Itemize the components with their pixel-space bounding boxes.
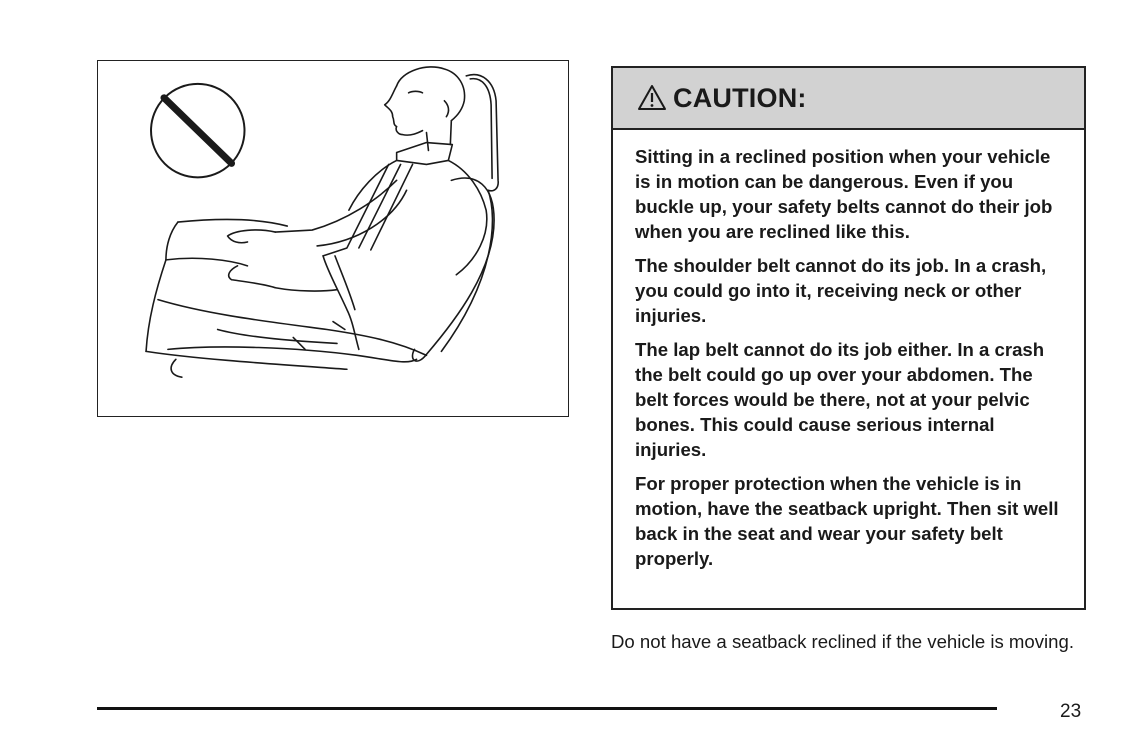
caution-header <box>613 68 1084 130</box>
caution-paragraph: The shoulder belt cannot do its job. In a crash, you could go into it, receiving neck or other injuries. <box>635 255 1047 326</box>
prohibition-icon <box>151 84 244 177</box>
body-note: Do not have a seatback reclined if the vehicle is moving. <box>611 631 1075 652</box>
caution-paragraph: Sitting in a reclined position when your vehicle is in motion can be dangerous. Even if you buckle up, your safety belts cannot do their job when you are reclined like this. <box>635 146 1053 242</box>
caution-box <box>611 66 1086 610</box>
caution-title: CAUTION: <box>673 82 807 113</box>
page-number: 23 <box>1060 701 1082 722</box>
warning-triangle-icon <box>637 84 667 112</box>
footer-rule <box>97 707 997 710</box>
caution-body <box>613 130 1084 571</box>
reclined-seat-illustration <box>97 60 569 417</box>
passenger-figure <box>146 67 498 377</box>
caution-paragraph: For proper protection when the vehicle is in motion, have the seatback upright. Then sit well back in the seat and wear your safety belt properly. <box>635 473 1059 569</box>
caution-paragraph: The lap belt cannot do its job either. In a crash the belt could go up over your abdomen. The belt forces would be there, not at your pelvic bones. This could cause serious internal injuries. <box>635 339 1045 460</box>
